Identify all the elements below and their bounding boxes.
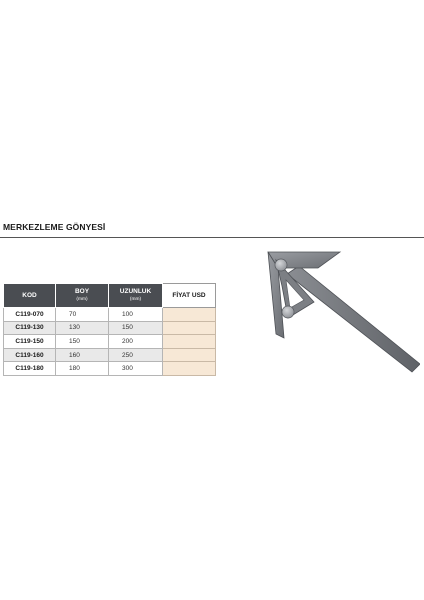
header-uzunluk-unit: (mm) bbox=[129, 297, 142, 302]
rivet-bottom bbox=[282, 306, 294, 318]
cell-uzunluk: 100 bbox=[109, 308, 163, 322]
section-title: MERKEZLEME GÖNYESİ bbox=[3, 222, 106, 232]
cell-fiyat bbox=[163, 362, 216, 376]
cell-boy: 180 bbox=[56, 362, 109, 376]
header-uzunluk bbox=[109, 284, 163, 308]
cell-kod: C119-180 bbox=[4, 362, 56, 376]
table-row bbox=[4, 321, 216, 335]
table-row bbox=[4, 362, 216, 376]
table-row bbox=[4, 348, 216, 362]
header-boy-unit: (mm) bbox=[76, 297, 88, 302]
cell-fiyat bbox=[163, 335, 216, 349]
cell-fiyat bbox=[163, 308, 216, 322]
cell-kod: C119-150 bbox=[4, 335, 56, 349]
cell-uzunluk: 300 bbox=[109, 362, 163, 376]
header-fiyat: FİYAT USD bbox=[163, 284, 216, 308]
cell-boy: 150 bbox=[56, 335, 109, 349]
cell-uzunluk: 150 bbox=[109, 321, 163, 335]
header-uzunluk-label: UZUNLUK bbox=[119, 288, 152, 295]
table-row bbox=[4, 308, 216, 322]
header-boy bbox=[56, 284, 109, 308]
cell-uzunluk: 200 bbox=[109, 335, 163, 349]
table-row bbox=[4, 335, 216, 349]
cell-boy: 160 bbox=[56, 348, 109, 362]
cell-boy: 130 bbox=[56, 321, 109, 335]
rivet-top bbox=[275, 259, 287, 271]
cell-fiyat bbox=[163, 321, 216, 335]
cell-kod: C119-070 bbox=[4, 308, 56, 322]
spec-table bbox=[3, 283, 216, 376]
cell-kod: C119-130 bbox=[4, 321, 56, 335]
cell-uzunluk: 250 bbox=[109, 348, 163, 362]
cell-boy: 70 bbox=[56, 308, 109, 322]
blade-part bbox=[287, 266, 420, 372]
table-header-row bbox=[4, 284, 216, 308]
center-square-tool-icon bbox=[262, 246, 420, 374]
header-kod: KOD bbox=[4, 284, 56, 308]
cell-fiyat bbox=[163, 348, 216, 362]
cell-kod: C119-160 bbox=[4, 348, 56, 362]
title-divider bbox=[0, 237, 424, 238]
header-boy-label: BOY bbox=[74, 288, 90, 295]
